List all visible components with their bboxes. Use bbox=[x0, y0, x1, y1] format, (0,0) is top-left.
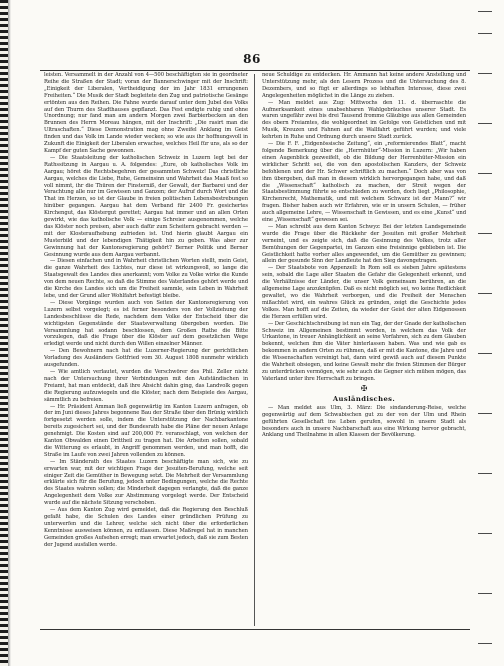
article-paragraph: — Der Staatsbote von Appenzell: In Rom soll es sieben Jahre spätestens sein, sobald die Lage aller Staaten die Gefahr die Gelegenheit erkennt, und die Verhältnisse der Länder, die unser Volk gemeinsam berühren, an die allgemeine Lage anzuknüpfen. Daß es nicht möglich sei, wo keine Redlichkeit gewaltet, wo die Wahrheit verborgen, und die Freiheit der Menschen mißachtet wird, ein wahres Glück zu gründen, zeigt die Geschichte jedes Volkes. Man hofft auf die Zeiten, da wieder der Geist der alten Eidgenossen die Herzen erfüllen wird. bbox=[262, 265, 466, 320]
page-edge-marks bbox=[478, 3, 496, 663]
article-paragraph: — Der Geschichtschreibung ist nun ein Tag, der der Gnade der katholischen Schweiz im Allgemeinen bestimmt worden, in welchem das Volk der Urkantone, in treuer Anhänglichkeit an seine Vorfahren, sich zu dem Glauben bekennt, welchen ihm die Väter hinterlassen haben. Was und wie gab es bekommen in andern Orten zu rühmen, daß er mit die Kantone, die Jahre und die Wissenschaften vereinigt hat, dann wird gewiß auch auf diesem Punkte die Wahrheit obsiegen, und keine Gewalt mehr die freien Stimmen der Bürger zu unterdrücken vermögen, wie sehr auch die Gegner sich mühen mögen, das Vaterland unter ihre Herrschaft zu bringen. bbox=[262, 320, 466, 382]
article-paragraph: leisten. Versammelt in der Anzahl von 4—500 beschäftigten sie in geordneter Reihe die Straßen der Stadt; voran der Bannerschwinger mit der Inschrift: „Einigkeit der Liberalen, Vertheidigung der im Jahr 1831 errungenen Freiheiten.“ Die Musik der Stadt begleitete den Zug und patriotische Gesänge ertönten aus den Reihen. Die Fahne wurde darauf unter dem Jubel des Volks auf den Thurm des Stadthauses gepflanzt. Das Fest endigte ruhig und ohne Unordnung; nur fand man am andern Morgen zwei Barbierbecken an den Brunnen des Herrn Moreau hängen, mit der Inschrift: „Die rasirt man die Ultraschaften.“ Diese Demonstration mag ohne Zweifel Anklang im Geist finden und das Volk im Lande wieder wecken; so wie aus ihr hoffnungsvoll in Zukunft die Einigkeit der Liberalen erwachse, welches Heil für uns, als so der Kampf der guten Sache gewonnen. bbox=[44, 72, 248, 154]
page-number: 86 bbox=[243, 52, 261, 66]
footer-rule bbox=[40, 629, 470, 630]
binding-edge bbox=[0, 0, 8, 666]
article-paragraph: — Wie amtlich verlautet, wurden die Verschwörer des Phil. Zeller nicht nach der Untersuchung ihrer Verbindungen mit den Aufständischen in Freiamt, hat man entdeckt, daß ihre Absicht dahin ging, das Landvolk gegen die Regierung aufzuwiegeln und die Klöster, nach dem Beispiele des Aargau, sämmtlich zu befreien. bbox=[44, 368, 248, 403]
article-paragraph: — Man schreibt aus dem Kanton Schwyz: Bei der letzten Landsgemeinde wurde die Frage über die Rückkehr der Jesuiten mit großer Mehrheit verneint, und es zeigte sich, daß die Gesinnung des Volkes, trotz aller Bemühungen der Gegenpartei, im Ganzen eine freisinnige geblieben ist. Die Geistlichkeit hatte vorher alles angewendet, um die Gemüther zu gewinnen; allein der gesunde Sinn der Landleute hat den Sieg davongetragen. bbox=[262, 223, 466, 265]
article-paragraph: neue Schuldige zu entdecken. Hr. Ammann hat keine andere Anstellung und Unterstützung mehr, als den Lesern Prozess und die Untersuchung des 8. Dezembers, und so fügt er allerdings so lebhaften Interesse, diese zwei Angelegenheiten möglichst in die Länge zu ziehen. bbox=[262, 72, 466, 99]
article-paragraph: — Im Ständerath des Staates Luzern beschäftigte man sich, wie zu erwarten war, mit der wichtigen Frage der Jesuiten-Berufung, welche seit einiger Zeit die Gemüther in Bewegung setzt. Die Mehrheit der Versammlung erklärte sich für die Berufung, jedoch unter Bedingungen, welche die Rechte des Staates wahren sollen; die Minderheit dagegen verlangte, daß die ganze Angelegenheit dem Volke zur Abstimmung vorgelegt werde. Der Entscheid wurde auf die nächste Sitzung verschoben. bbox=[44, 458, 248, 507]
article-paragraph: — Die Staatsleitung der katholischen Schweiz in Luzern legt bei der Rathssitzung in Aargau u. A. folgendes: „Eure, ob katholisches Volk im Aargau; höret die Rechtsbegehren der gesammten Schweiz! Das christliche Aargau, welches die Liebe, Ruhe, Gemeinsinn und Wahrheit das Maaß fest so voll nimmt, ihr die Thüren der Finsterniß, der Gewalt, der Barbarei und der Verachtung alle nur im Gewissen und Ganzen; der Aufruf durch Wort und die That im Herzen, so ist der Glaube in freien politischen Lebensbestrebungen hinüber gegangen. Aargau hat dem Verband für 2400 Fr. gesichertes Kirchengut, das Klöstergut gerettet; Aargau hat immer und an allen Orten gewirkt, wie das katholische Volk — einige Schreier ausgenommen, welche das Klöster noch preisen, aber auch dafür zum Scheitern gebracht werden — mit der Klosteraufhebung zufrieden ist. Und hierin glaubt Aargau ein Musterbild und der lebendigen Thätigkeit hin zu geben. Was aber zur Gewinnung hat der Kantonsregierung gehört? Berner Politik und Berner Gesinnung wurde aus dem Aargau verbannt. bbox=[44, 154, 248, 258]
article-paragraph: — Aus dem Kanton Zug wird gemeldet, daß die Regierung den Beschluß gefaßt habe, die Schulen des Landes einer gründlichen Prüfung zu unterwerfen und die Lehrer, welche sich nicht über die erforderlichen Kenntnisse ausweisen können, zu entlassen. Diese Maßregel hat in manchen Gemeinden großes Aufsehen erregt; man erwartet jedoch, daß sie zum Besten der Jugend ausfallen werde. bbox=[44, 507, 248, 548]
column-divider bbox=[254, 74, 255, 626]
article-paragraph: — Man meldet aus Zug: Mittwochs den 11. d. überraschte die Aufmerksamkeit eines unabsehbaren Wahlgebräuches unserer Stadt. Es waren ungefähr zwei bis drei Tausend fromme Gläubige aus allen Gemeinden des obern Freiamtes, die wohlgeordnet im Gefolge von Geistlichen und mit Musik, Kreuzen und Fahnen auf die Wallfahrt geführt wurden; und viele kehrten in Ruhe und Ordnung durch unsere Stadt zurück. bbox=[262, 99, 466, 141]
section-ornament: ✠ bbox=[360, 383, 368, 393]
article-paragraph: — Diesen einfachen und in Wahrheit christlichen Worten stellt, mein Geist, die ganze Wahrheit des Lichtes, nur diese ist wirkungsvoll, so lange die Staatsgewalt des Landes dies anerkannt; vom Volke zu Volke wirke die Kunde von dem neuen Rechte, so daß die Stimme des Vaterlandes gehört werde und die Kirche des Landes sich um die Freiheit sammle, sein Leben in Wahrheit lebe, und der Grund aller Wohlfahrt befestigt bleibe. bbox=[44, 258, 248, 299]
header-rule bbox=[40, 70, 470, 71]
article-paragraph: — Die F. F. „Eidgenössische Zeitung“, ein „reformierendes Blatt“, macht folgende Bemerkung über die „Herrnhüter“-Mission in Luzern: „Wir haben einen Augenblick gezweifelt, ob die Bildung der Herrenhüter-Mission ein wirklicher Schritt sei, die von den apostolischen Kanzlers, der Schweiz befohlenen und der Hr. Schwer schriftlich zu machen.“ Doch aber was von ihm übergeben, daß man in diesem wirklich hervorgegangen habe, und daß die „Wissenschaft“ katholisch zu machen, der Streit wegen der Staatsbestimmung führte so entschieden zu werden, doch liegt „Philosophie, Kirchenrecht, Mathematik, und mit welchem Schwarz ist der Mann?“ wir fragen. Bisher haben auch wir Erfahren, wie er in unsern Schulen, — früher auch allgemeine Lehre, — Wissenschaft in Gewissen, und es eine „Kunst“ und eine „Wissenschaft“ gewesen sei. bbox=[262, 141, 466, 224]
article-paragraph: — Diese Vorgänge wurden auch von Seiten der Kantonsregierung von Luzern selbst vorgelegt; es ist ferner besonders von der Vollziehung der Landesbeschlüsse die Rede, nachdem dem Volke der Entscheid über die wichtigsten Gegenstände der Staatsverwaltung übergeben worden. Die Versammlung hat sodann beschlossen, dem Großen Rathe die Bitte vorzulegen, daß die Frage über die Klöster auf dem gesetzlichen Wege erledigt werde und nicht durch den Willen einzelner Männer. bbox=[44, 299, 248, 348]
article-paragraph: — Hr. Präsident Amman ließ gegenwärtig im Kanton Luzern anfragen, ob der im Juni dieses Jahres begonnene Bau der Straße über den Brünig wirklich fortgesetzt werden solle, indem die Unterstützung der Nachbarkantone bereits zugesichert sei, und der Bundesrath habe die Pläne der neuen Anlage genehmigt. Die Kosten sind auf 200,000 Fr. veranschlagt, von welchen der Kanton Obwalden einen Drittheil zu tragen hat. Die Arbeiten sollen, sobald die Witterung es erlaubt, in Angriff genommen werden, und man hofft, die Straße im Laufe von zwei Jahren vollenden zu können. bbox=[44, 403, 248, 458]
article-paragraph: — Den Bewohnern nach hat die Luzerner-Regierung der gerichtlichen Vorladung des Ausländers Gottfried vom 30. August 1808 nunmehr wirklich ausgefunden. bbox=[44, 348, 248, 369]
binding-shadow bbox=[8, 0, 11, 666]
section-heading: Ausländisches. bbox=[332, 394, 396, 403]
right-column bbox=[262, 72, 466, 627]
article-paragraph: — Man meldet aus Ulm, 3. März: Die sindanderung-Reise, welche gegenwärtig auf dem Schwabischen gut zu der von der Ulm und Rhein geführten Gesellschaft ins Leben gerufen, sowohl in unsere Stadt als besonders auch in unsere Nachbarschaft aus eine Wirkung hervor gebracht, Anklang und Theilnahme in allen Klassen der Bevölkerung. bbox=[262, 404, 466, 439]
left-column bbox=[44, 72, 248, 627]
